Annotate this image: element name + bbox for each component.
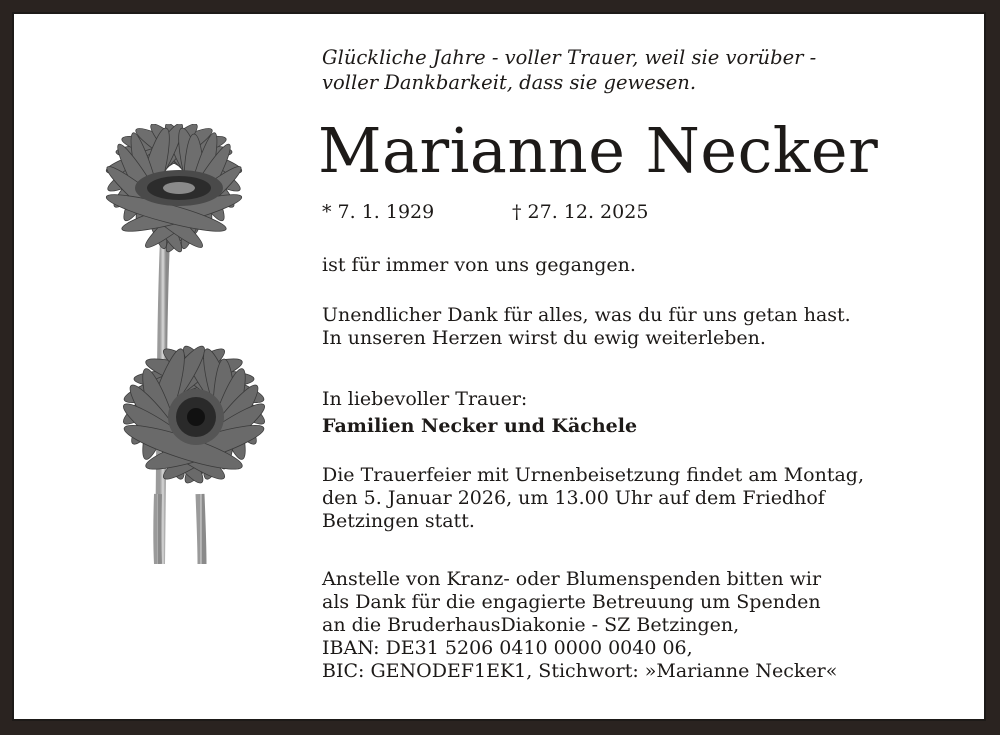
- deceased-name: Marianne Necker: [318, 114, 879, 187]
- funeral-line: den 5. Januar 2026, um 13.00 Uhr auf dem Friedhof: [322, 487, 825, 509]
- gerbera-flowers-image: [34, 124, 314, 564]
- donation-line: an die BruderhausDiakonie - SZ Betzingen,: [322, 614, 740, 636]
- donation-line: Anstelle von Kranz- oder Blumenspenden bitten wir: [322, 568, 822, 590]
- funeral-line: Betzingen statt.: [322, 510, 475, 532]
- donation-line: BIC: GENODEF1EK1, Stichwort: »Marianne Necker«: [322, 660, 838, 682]
- quote-line: voller Dankbarkeit, dass sie gewesen.: [322, 71, 697, 94]
- memorial-quote: [322, 45, 816, 95]
- death-date: † 27. 12. 2025: [512, 201, 649, 223]
- thanks-line: Unendlicher Dank für alles, was du für uns getan hast.: [322, 304, 851, 326]
- birth-date: * 7. 1. 1929: [322, 201, 435, 223]
- thanks-line: In unseren Herzen wirst du ewig weiterleben.: [322, 327, 766, 349]
- funeral-line: Die Trauerfeier mit Urnenbeisetzung findet am Montag,: [322, 464, 865, 486]
- thanks-paragraph: [322, 304, 851, 350]
- life-dates: [322, 200, 649, 224]
- quote-line: Glückliche Jahre - voller Trauer, weil sie vorüber -: [322, 46, 817, 69]
- mourning-label: In liebevoller Trauer:: [322, 388, 528, 410]
- obituary-notice: [12, 12, 986, 721]
- funeral-paragraph: [322, 464, 864, 533]
- mourning-families: Familien Necker und Kächele: [322, 415, 638, 437]
- donation-line: als Dank für die engagierte Betreuung um Spenden: [322, 591, 821, 613]
- passed-away-text: ist für immer von uns gegangen.: [322, 254, 636, 276]
- donation-line: IBAN: DE31 5206 0410 0000 0040 06,: [322, 637, 693, 659]
- donation-paragraph: [322, 568, 837, 683]
